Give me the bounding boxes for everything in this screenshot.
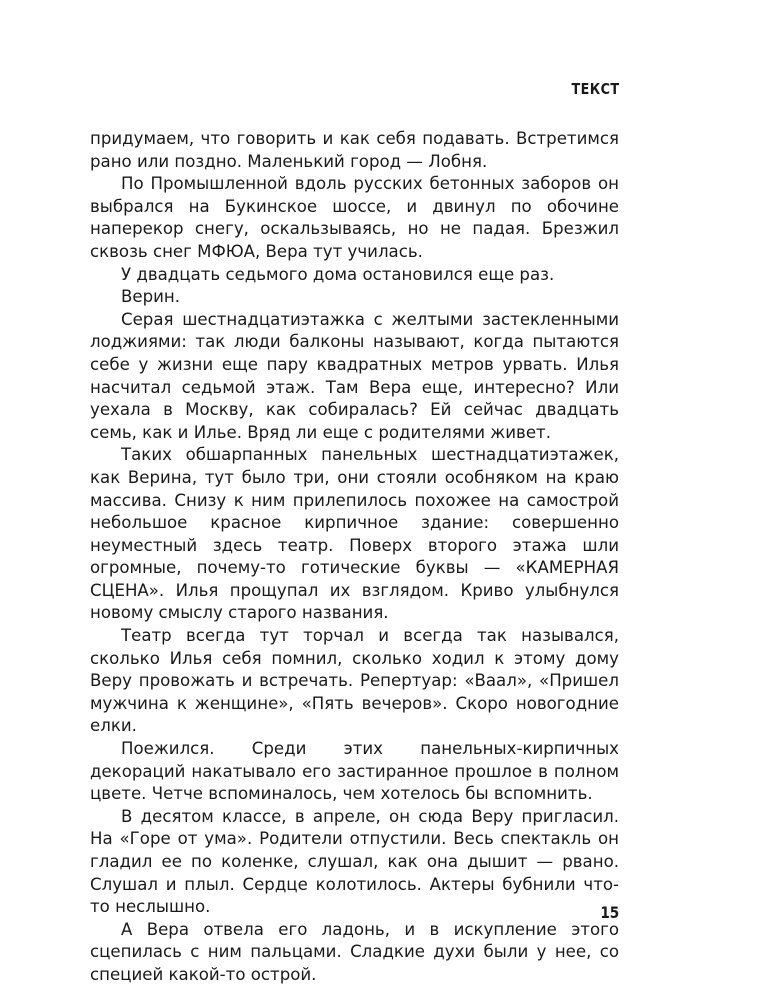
body-text <box>90 128 619 987</box>
page-number: 15 <box>600 903 619 922</box>
paragraph: Поежился. Среди этих панельных-кирпичных декораций накатывало его застиранное прошлое в полном цвете. Четче вспоминалось, чем хотелось бы вспомнить. <box>90 739 619 804</box>
running-title: ТЕКСТ <box>570 80 619 98</box>
paragraph: Таких обшарпанных панельных шестнадцатиэтажек, как Верина, тут было три, они стояли особняком на краю массива. Снизу к ним прилепилось похожее на самострой небольшое красное кирпичное здание: совершенно неуместный здесь театр. Поверх второго этажа шли огромные, почему-то готические буквы — «КАМЕРНАЯ СЦЕНА». Илья прощупал их взглядом. Криво улыбнулся новому смыслу старого названия. <box>90 445 619 623</box>
paragraph: А Вера отвела его ладонь, и в искупление этого сцепилась с ним пальцами. Сладкие духи были у нее, со специей какой-то острой. <box>90 919 619 984</box>
paragraph: У двадцать седьмого дома остановился еще раз. <box>121 264 555 284</box>
paragraph: В десятом классе, в апреле, он сюда Веру пригласил. На «Горе от ума». Родители отпустили. Весь спектакль он гладил ее по коленке, слушал, как она дышит — рвано. Слушал и плыл. Сердце колотилось. Актеры бубнили что-то неслышно. <box>90 806 619 917</box>
paragraph: Верин. <box>121 287 181 307</box>
paragraph: По Промышленной вдоль русских бетонных заборов он выбрался на Букинское шоссе, и двинул по обочине наперекор снегу, оскальзываясь, но не падая. Брезжил сквозь снег МФЮА, Вера тут училась. <box>90 174 619 261</box>
paragraph-continued: придумаем, что говорить и как себя подавать. Встретимся рано или поздно. Маленький город — Лобня. <box>90 129 619 171</box>
paragraph: Серая шестнадцатиэтажка с желтыми застекленными лоджиями: так люди балконы называют, когда пытаются себе у жизни еще пару квадратных метров урвать. Илья насчитал седьмой этаж. Там Вера еще, интересно? Или уехала в Москву, как собиралась? Ей сейчас двадцать семь, как и Илье. Вряд ли еще с родителями живет. <box>90 309 619 442</box>
paragraph: Театр всегда тут торчал и всегда так назывался, сколько Илья себя помнил, сколько ходил к этому дому Веру провожать и встречать. Репертуар: «Ваал», «Пришел мужчина к женщине», «Пять вечеров». Скоро новогодние елки. <box>90 626 619 736</box>
